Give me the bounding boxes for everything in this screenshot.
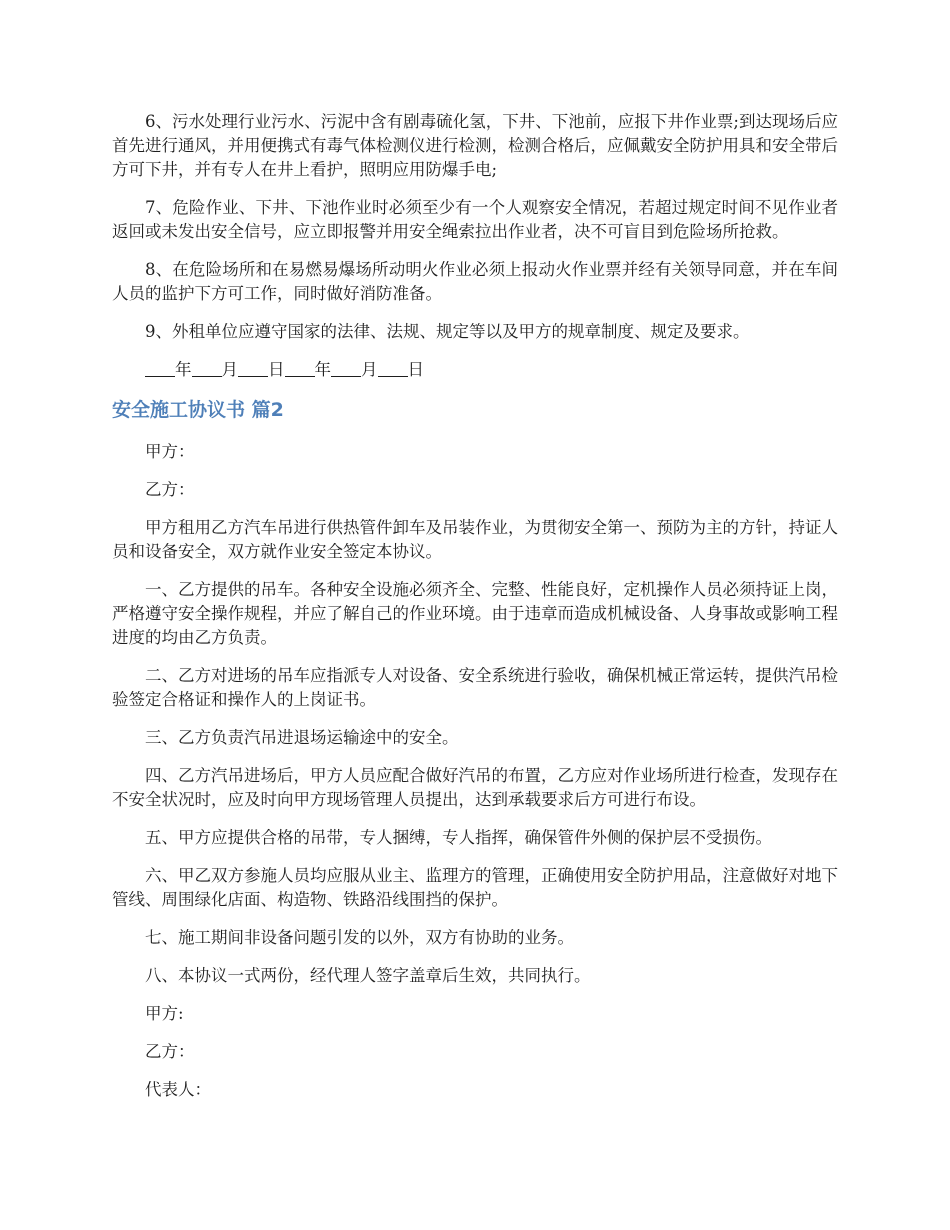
section-2 (112, 440, 838, 1102)
section-1 (112, 110, 838, 382)
clause-1: 一、乙方提供的吊车。各种安全设施必须齐全、完整、性能良好，定机操作人员必须持证上岗，严格遵守安全操作规程，并应了解自己的作业环境。由于违章而造成机械设备、人身事故或影响工程进度的均由乙方负责。 (112, 580, 838, 647)
date-blank (331, 358, 361, 377)
date-year-label: 年 (314, 360, 331, 379)
clause-3: 三、乙方负责汽吊进退场运输途中的安全。 (145, 728, 459, 747)
date-day-label: 日 (268, 360, 285, 379)
date-blank (238, 358, 268, 377)
date-blank (192, 358, 222, 377)
clause-4: 四、乙方汽吊进场后，甲方人员应配合做好汽吊的布置，乙方应对作业场所进行检查，发现存在不安全状况时，应及时向甲方现场管理人员提出，达到承载要求后方可进行布设。 (112, 766, 838, 809)
clause-5: 五、甲方应提供合格的吊带，专人捆缚，专人指挥，确保管件外侧的保护层不受损伤。 (145, 828, 772, 847)
section-heading: 安全施工协议书 篇2 (112, 399, 284, 421)
date-year-label: 年 (175, 360, 192, 379)
signature-representative: 代表人： (145, 1080, 211, 1099)
clause-6: 六、甲乙双方参施人员均应服从业主、监理方的管理，正确使用安全防护用品，注意做好对地下管线、周围绿化店面、构造物、铁路沿线围挡的保护。 (112, 866, 838, 909)
date-blank (285, 358, 315, 377)
agreement-intro: 甲方租用乙方汽车吊进行供热管件卸车及吊装作业，为贯彻安全第一、预防为主的方针，持证人员和设备安全，双方就作业安全签定本协议。 (112, 518, 838, 561)
paragraph-item-9: 9、外租单位应遵守国家的法律、法规、规定等以及甲方的规章制度、规定及要求。 (145, 322, 750, 341)
clause-8: 八、本协议一式两份，经代理人签字盖章后生效，共同执行。 (145, 966, 591, 985)
paragraph-item-6: 6、污水处理行业污水、污泥中含有剧毒硫化氢，下井、下池前，应报下井作业票;到达现场后应首先进行通风，并用便携式有毒气体检测仪进行检测，检测合格后，应佩戴安全防护用具和安全带后方可下井，并有专人在井上看护，照明应用防爆手电; (112, 112, 838, 179)
signature-party-b: 乙方： (145, 1042, 195, 1061)
date-month-label: 月 (361, 360, 378, 379)
date-blank (145, 358, 175, 377)
clause-7: 七、施工期间非设备问题引发的以外，双方有协助的业务。 (145, 928, 574, 947)
clause-2: 二、乙方对进场的吊车应指派专人对设备、安全系统进行验收，确保机械正常运转，提供汽吊检验签定合格证和操作人的上岗证书。 (112, 666, 838, 709)
paragraph-item-8: 8、在危险场所和在易燃易爆场所动明火作业必须上报动火作业票并经有关领导同意，并在车间人员的监护下方可工作，同时做好消防准备。 (112, 260, 838, 303)
date-day-label: 日 (407, 360, 424, 379)
date-blank (378, 358, 408, 377)
party-a-label: 甲方： (145, 442, 195, 461)
signature-party-a: 甲方: (145, 1004, 184, 1023)
date-line (112, 358, 838, 382)
paragraph-item-7: 7、危险作业、下井、下池作业时必须至少有一个人观察安全情况，若超过规定时间不见作业者返回或未发出安全信号，应立即报警并用安全绳索拉出作业者，决不可盲目到危险场所抢救。 (112, 198, 838, 241)
party-b-label: 乙方： (145, 480, 195, 499)
date-month-label: 月 (221, 360, 238, 379)
